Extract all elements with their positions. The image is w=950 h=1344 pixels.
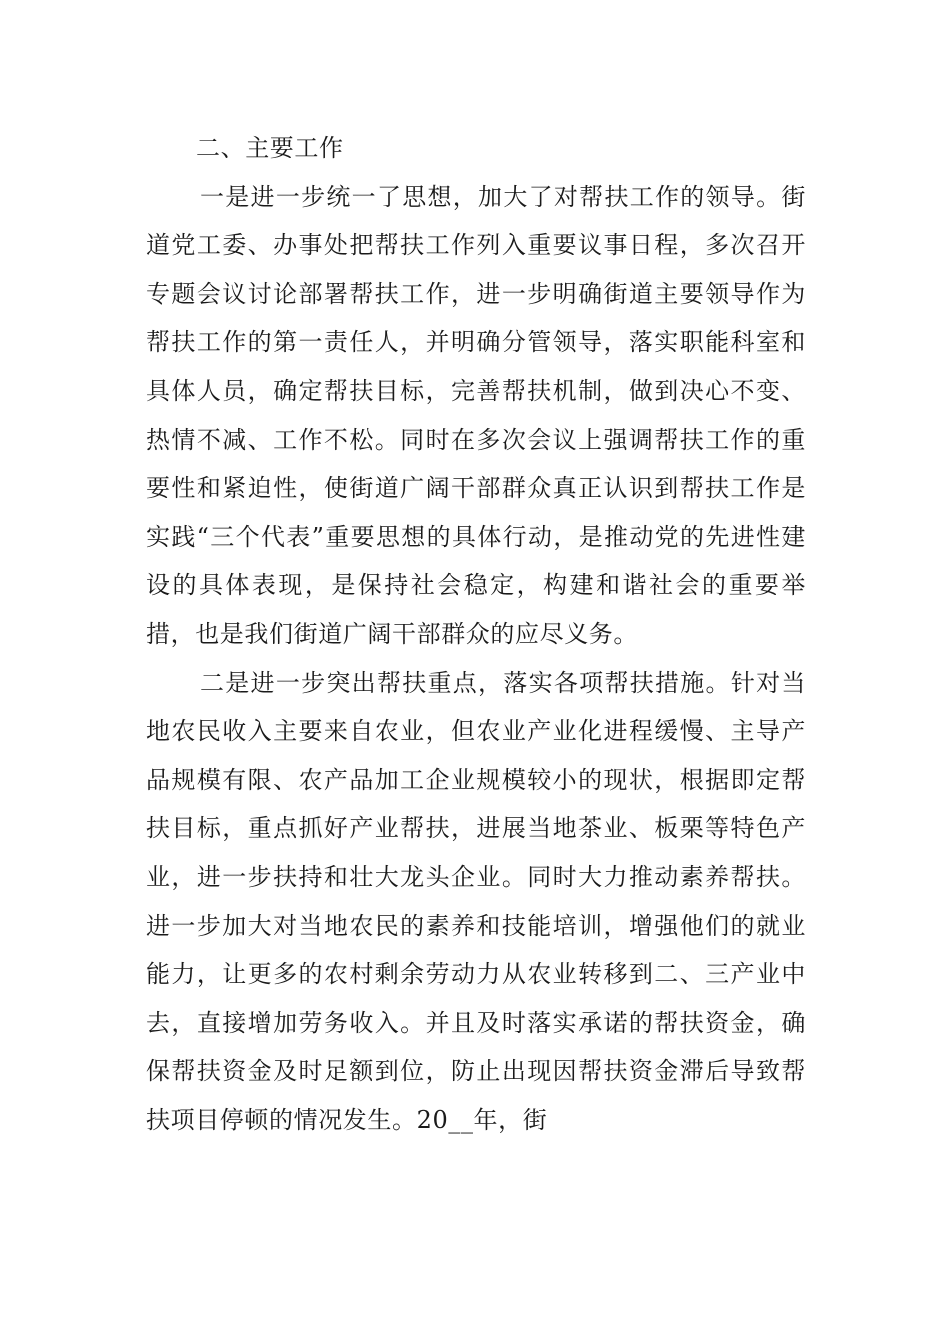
- paragraph-1: 一是进一步统一了思想，加大了对帮扶工作的领导。街道党工委、办事处把帮扶工作列入重要议事日程，多次召开专题会议讨论部署帮扶工作，进一步明确街道主要领导作为帮扶工作的第一责任人，并明确分管领导，落实职能科室和具体人员，确定帮扶目标，完善帮扶机制，做到决心不变、热情不减、工作不松。同时在多次会议上强调帮扶工作的重要性和紧迫性，使街道广阔干部群众真正认识到帮扶工作是实践“三个代表”重要思想的具体行动，是推动党的先进性建设的具体表现，是保持社会稳定，构建和谐社会的重要举措，也是我们街道广阔干部群众的应尽义务。: [146, 182, 806, 648]
- paragraph-2: 二是进一步突出帮扶重点，落实各项帮扶措施。针对当地农民收入主要来自农业，但农业产业化进程缓慢、主导产品规模有限、农产品加工企业规模较小的现状，根据即定帮扶目标，重点抓好产业帮扶，进展当地茶业、板栗等特色产业，进一步扶持和壮大龙头企业。同时大力推动素养帮扶。进一步加大对当地农民的素养和技能培训，增强他们的就业能力，让更多的农村剩余劳动力从农业转移到二、三产业中去，直接增加劳务收入。并且及时落实承诺的帮扶资金，确保帮扶资金及时足额到位，防止出现因帮扶资金滞后导致帮扶项目停顿的情况发生。20__年，街: [146, 668, 806, 1134]
- section-heading: 二、主要工作: [196, 134, 344, 162]
- document-body: [146, 124, 806, 1144]
